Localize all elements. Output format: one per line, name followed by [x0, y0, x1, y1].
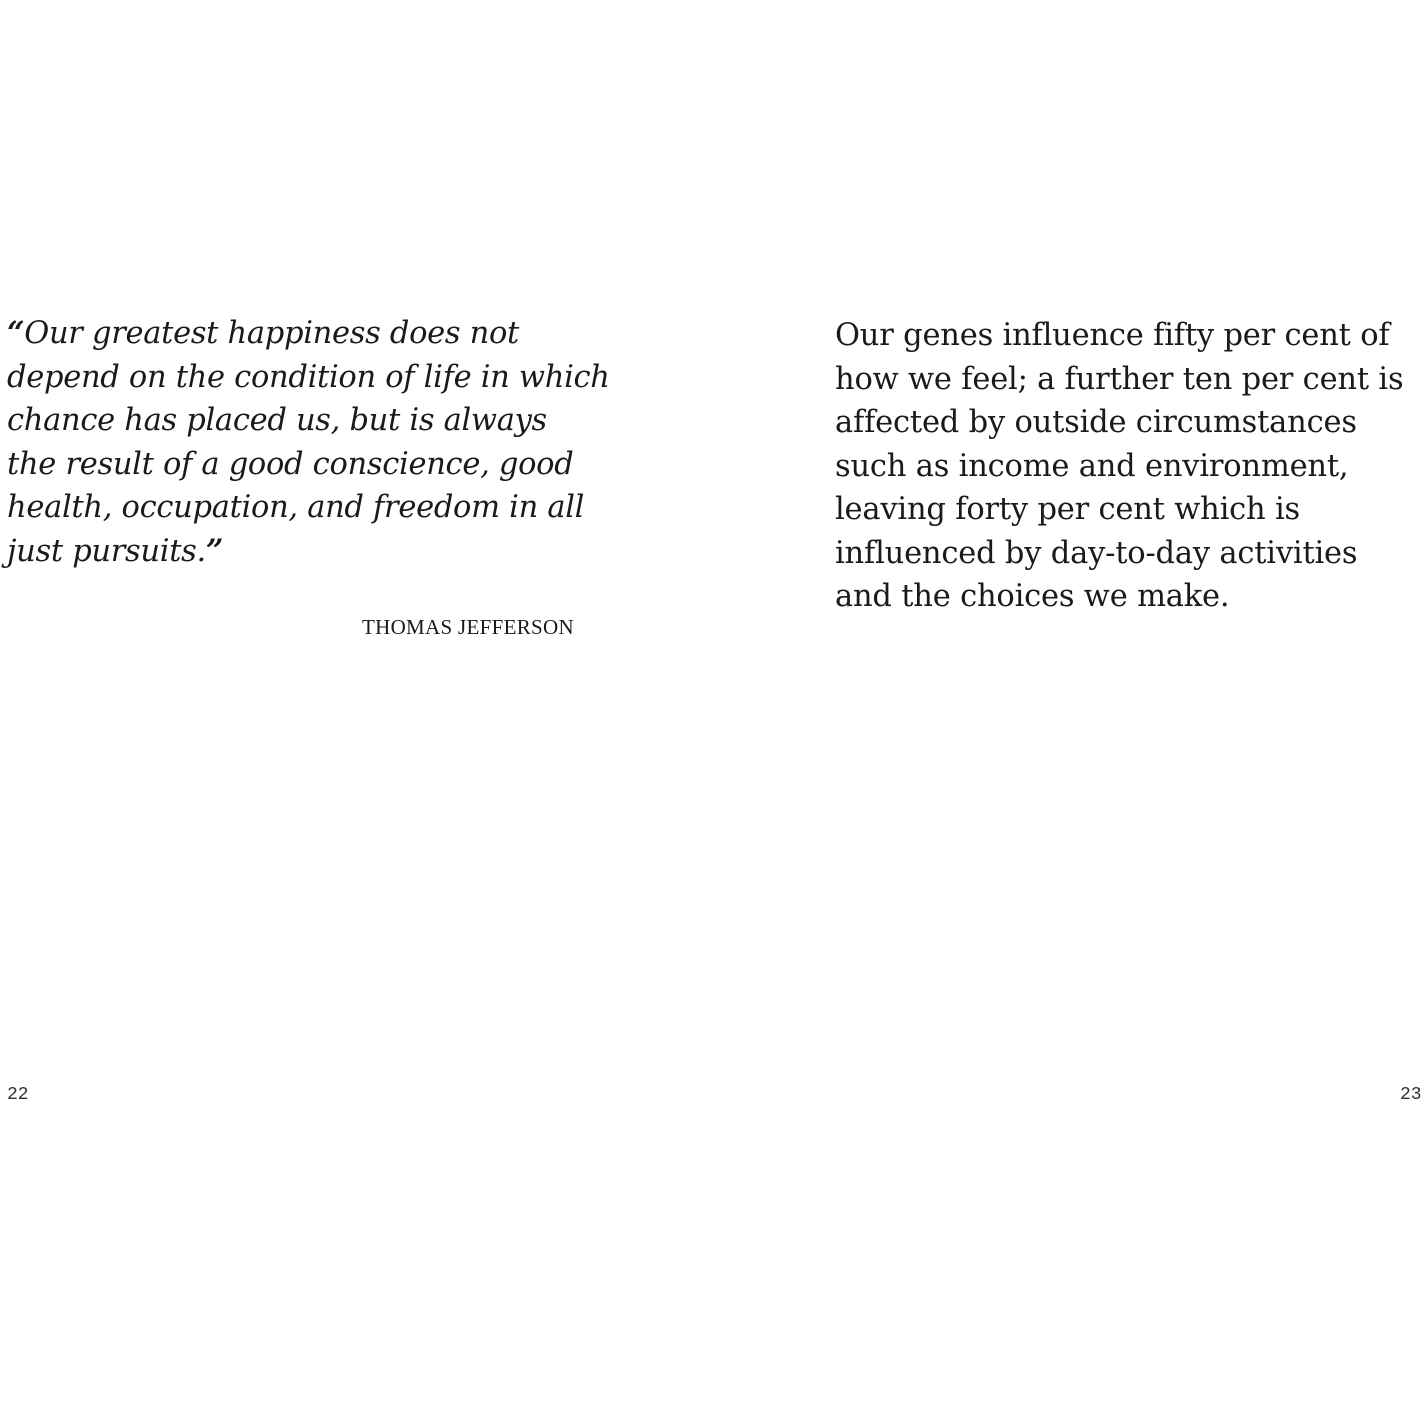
body-line: influenced by day-to-day activities	[835, 535, 1358, 571]
quote-line-text: just pursuits.	[7, 533, 206, 569]
body-line: and the choices we make.	[835, 579, 1230, 614]
close-quote-mark: ”	[205, 532, 224, 569]
body-line: how we feel; a further ten per cent is	[835, 361, 1404, 397]
page-number-right: 23	[1400, 1085, 1422, 1105]
right-page	[712, 0, 1425, 1425]
body-line: leaving forty per cent which is	[835, 492, 1300, 527]
body-line: affected by outside circumstances	[835, 405, 1357, 440]
quote-line-text: Our greatest happiness does not	[24, 316, 519, 351]
body-paragraph	[835, 314, 1415, 619]
quote-attribution: THOMAS JEFFERSON	[362, 615, 574, 639]
quote-line: health, occupation, and freedom in all	[7, 490, 585, 525]
quote-line: the result of a good conscience, good	[7, 446, 574, 482]
quote-line	[7, 530, 627, 574]
left-page	[0, 0, 712, 1425]
quote-line: chance has placed us, but is always	[7, 403, 547, 438]
quote-line	[7, 312, 627, 356]
quote-line: depend on the condition of life in which	[7, 359, 610, 395]
body-line: Our genes influence fifty per cent of	[835, 318, 1390, 353]
body-line: such as income and environment,	[835, 448, 1349, 484]
page-number-left: 22	[7, 1085, 29, 1105]
open-quote-mark: “	[7, 315, 25, 351]
quote-block	[7, 312, 627, 573]
